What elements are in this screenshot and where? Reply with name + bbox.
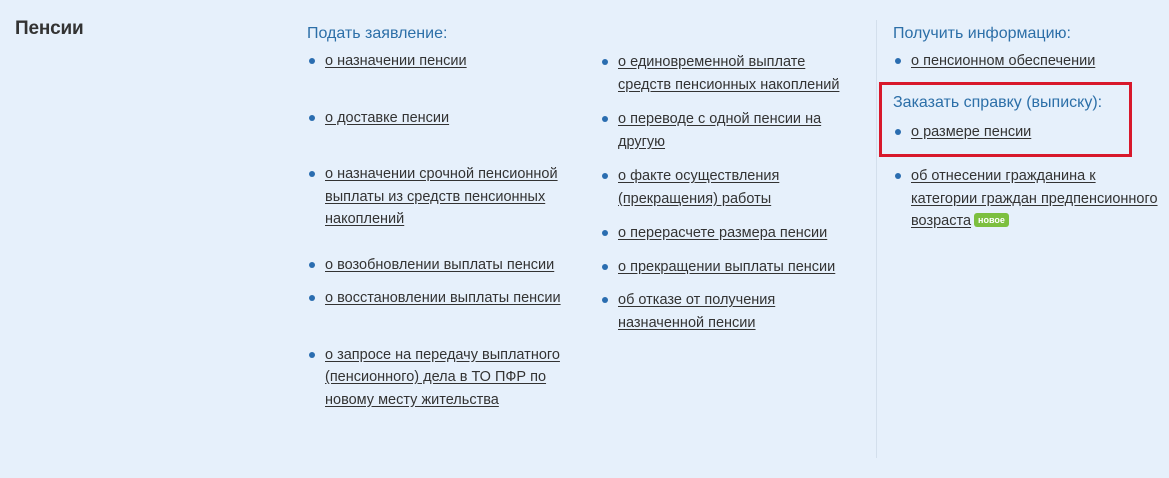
info-link[interactable]: о пенсионном обеспечении	[911, 53, 1096, 69]
apply-link[interactable]: о восстановлении выплаты пенсии	[325, 290, 561, 306]
new-badge: новое	[974, 213, 1009, 227]
list-item	[307, 107, 577, 130]
apply-link[interactable]: о возобновлении выплаты пенсии	[325, 256, 555, 273]
list-item	[307, 163, 565, 231]
list-item	[600, 289, 798, 334]
list-item	[307, 50, 577, 73]
info-heading: Получить информацию:	[893, 25, 1071, 42]
list-item	[307, 287, 577, 310]
column-divider	[876, 20, 877, 458]
list-item	[893, 165, 1161, 233]
apply-link[interactable]: о перерасчете размера пенсии	[618, 225, 828, 241]
other-list	[893, 165, 1158, 233]
apply-link[interactable]: о факте осуществления (прекращения) работы	[618, 168, 780, 207]
apply-heading: Подать заявление:	[307, 25, 448, 42]
apply-column-2	[600, 51, 860, 334]
apply-link[interactable]: о единовременной выплате средств пенсионных накоплений	[618, 54, 840, 93]
info-column	[893, 24, 1158, 229]
info-list	[893, 50, 1153, 73]
list-item	[307, 344, 565, 412]
list-item	[307, 254, 577, 277]
highlight-frame	[879, 82, 1132, 157]
apply-list-2	[600, 51, 860, 334]
pre-retirement-link[interactable]: об отнесении гражданина к категории граждан предпенсионного возраста	[911, 168, 1158, 229]
list-item	[600, 256, 860, 279]
list-item	[893, 50, 1153, 73]
apply-link[interactable]: о переводе с одной пенсии на другую	[618, 111, 822, 150]
section-title: Пенсии	[15, 18, 84, 39]
apply-link[interactable]: о назначении пенсии	[325, 53, 467, 69]
apply-column-1	[307, 24, 577, 411]
list-item	[600, 108, 848, 153]
apply-link[interactable]: о запросе на передачу выплатного (пенсионного) дела в ТО ПФР по новому месту жительства	[325, 346, 560, 408]
list-item	[600, 51, 858, 96]
certificate-link[interactable]: о размере пенсии	[911, 124, 1032, 140]
list-item	[600, 165, 798, 210]
apply-link[interactable]: о прекращении выплаты пенсии	[618, 258, 836, 275]
apply-link[interactable]: об отказе от получения назначенной пенсии	[618, 292, 776, 331]
certificate-heading: Заказать справку (выписку):	[893, 94, 1103, 111]
apply-link[interactable]: о доставке пенсии	[325, 109, 450, 126]
apply-link[interactable]: о назначении срочной пенсионной выплаты из средств пенсионных накоплений	[325, 166, 558, 227]
apply-list-1	[307, 50, 577, 411]
list-item	[600, 222, 860, 245]
